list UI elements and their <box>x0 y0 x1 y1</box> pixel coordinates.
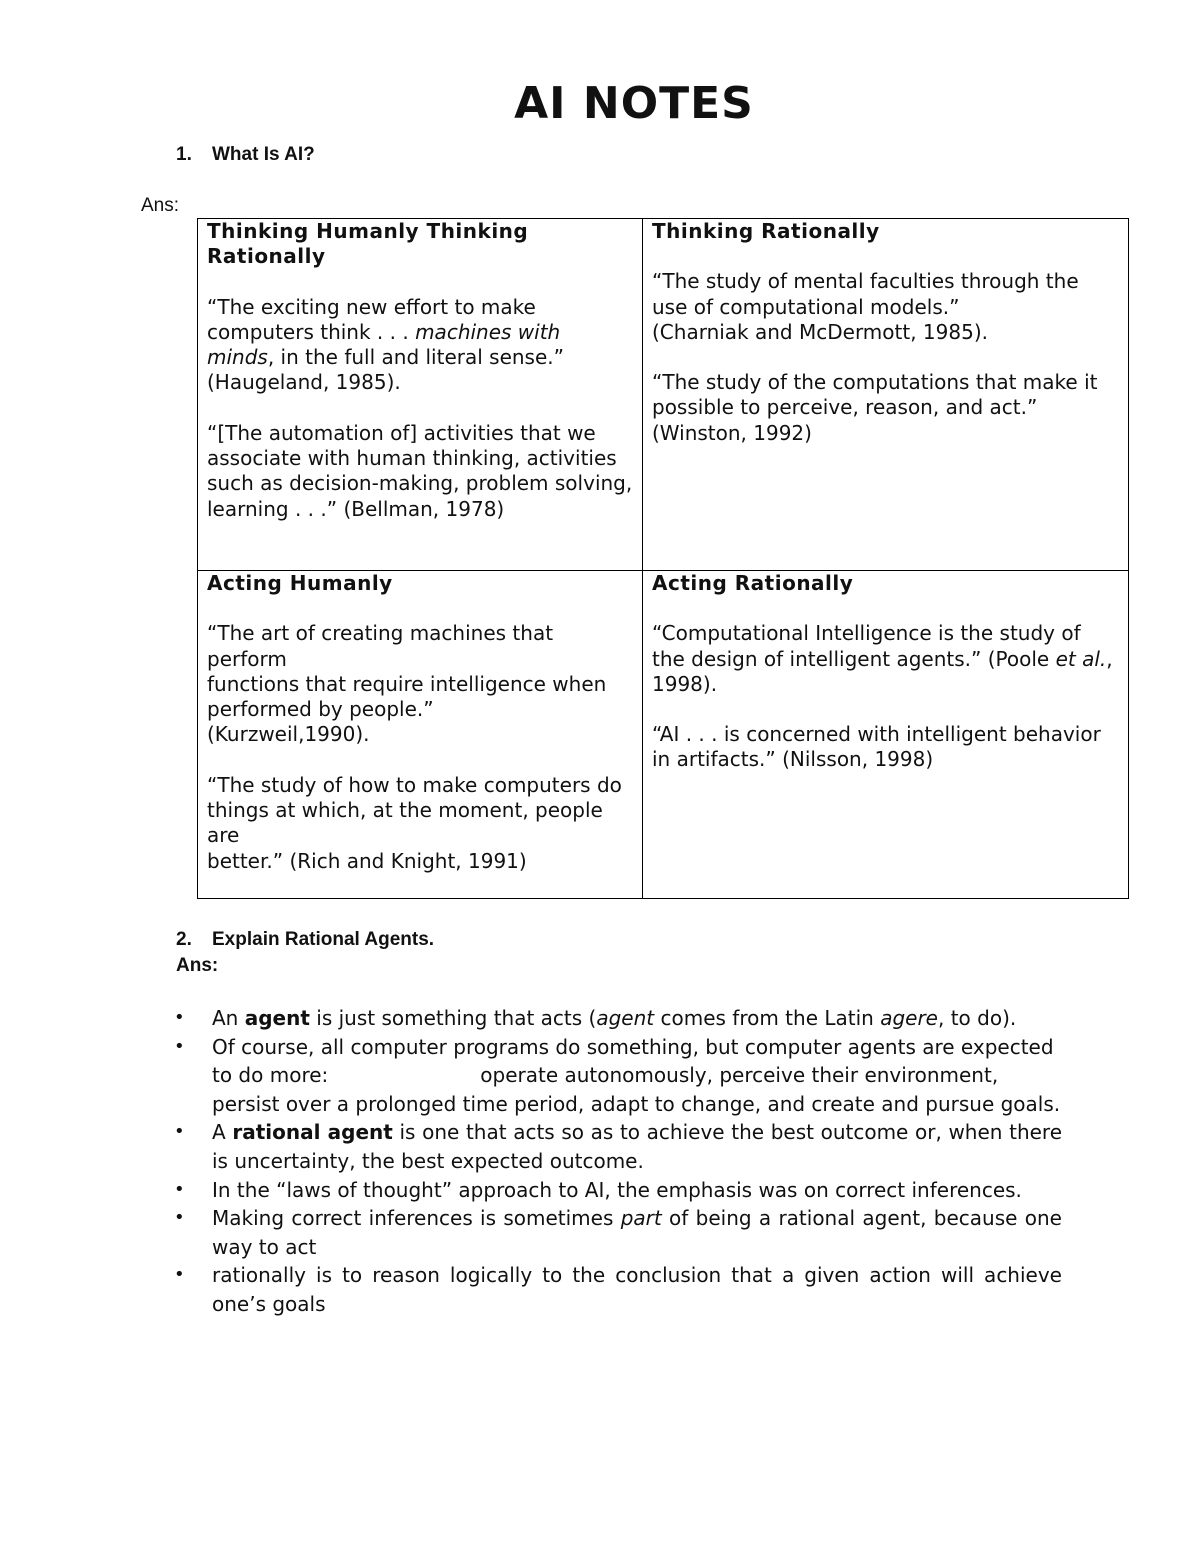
answer-1-label: Ans: <box>141 195 180 216</box>
list-item: • Of course, all computer programs do something, but computer agents are expected to do more: operate autonomously, perceive their environment, persist over a prolonged time period, adapt to change, and create and pursue goals. <box>174 1034 1061 1116</box>
quote-bellman-line-2: such as decision-making, problem solving, <box>207 471 633 496</box>
list-item: • In the “laws of thought” approach to AI, the emphasis was on correct inferences. <box>172 1176 1062 1205</box>
quote-charniak: “The study of mental faculties through the use of computational models.” <box>652 269 1079 319</box>
quote-bellman-line-1: “[The automation of] activities that we associate with human thinking, activities <box>207 420 617 471</box>
question-2-number: 2. <box>176 929 192 950</box>
cell-heading: Thinking Rationally <box>652 219 880 243</box>
quote-poole: “Computational Intelligence is the study of the design of intelligent agents.” (Poole et al., 1998). <box>652 621 1113 696</box>
list-item: • rationally is to reason logically to the conclusion that a given action will achieve one’s goals <box>174 1263 1062 1316</box>
bullet-icon: • <box>174 1007 185 1028</box>
question-2-heading <box>176 929 434 951</box>
rational-agents-list <box>172 1004 1062 1319</box>
list-item: • Making correct inferences is sometimes part of being a rational agent, because one way to act <box>174 1206 1062 1259</box>
list-item: • An agent is just something that acts (agent comes from the Latin agere, to do). <box>172 1004 1062 1033</box>
cell-heading: Acting Humanly <box>207 571 393 595</box>
cell-heading: Acting Rationally <box>652 571 854 595</box>
cell-thinking-rationally <box>643 219 1129 571</box>
citation: (Haugeland, 1985). <box>207 370 401 395</box>
quote-haugeland: “The exciting new effort to make computers think . . . machines with minds, in the full and literal sense.” <box>207 294 564 370</box>
bullet-icon: • <box>174 1178 185 1200</box>
citation: (Winston, 1992) <box>652 420 812 445</box>
bullet-icon: • <box>174 1264 185 1286</box>
ai-definitions-table <box>197 218 1129 899</box>
bullet-icon: • <box>174 1121 185 1143</box>
quote-rich-line-3: better.” (Rich and Knight, 1991) <box>207 848 527 873</box>
bullet-icon: • <box>174 1035 185 1057</box>
cell-heading: Thinking Humanly Thinking Rationally <box>207 219 529 269</box>
citation: (Charniak and McDermott, 1985). <box>652 319 988 344</box>
quote-rich-line-1: “The study of how to make computers do <box>207 772 622 797</box>
page-title: AI NOTES <box>514 78 754 129</box>
bullet-icon: • <box>174 1207 185 1229</box>
cell-thinking-humanly <box>198 219 643 571</box>
question-2-text: Explain Rational Agents. <box>212 929 435 950</box>
question-1-heading <box>176 144 315 166</box>
cell-acting-rationally <box>643 571 1129 899</box>
quote-nilsson-line-2: in artifacts.” (Nilsson, 1998) <box>652 747 934 772</box>
quote-kurzweil-line-1: “The art of creating machines that perform <box>207 621 554 671</box>
cell-acting-humanly <box>198 571 643 899</box>
quote-rich-line-2: things at which, at the moment, people are <box>207 798 603 848</box>
quote-winston: “The study of the computations that make it possible to perceive, reason, and act.” <box>652 370 1098 420</box>
citation: (Kurzweil,1990). <box>207 722 370 747</box>
quote-nilsson-line-1: “AI . . . is concerned with intelligent behavior <box>652 722 1101 747</box>
question-1-number: 1. <box>176 144 192 165</box>
quote-bellman-line-3: learning . . .” (Bellman, 1978) <box>207 496 505 521</box>
list-item: • A rational agent is one that acts so as to achieve the best outcome or, when there is uncertainty, the best expected outcome. <box>174 1120 1063 1173</box>
question-1-text: What Is AI? <box>212 144 315 165</box>
answer-2-label: Ans: <box>176 955 219 976</box>
quote-kurzweil-line-2: functions that require intelligence when performed by people.” <box>207 671 607 722</box>
